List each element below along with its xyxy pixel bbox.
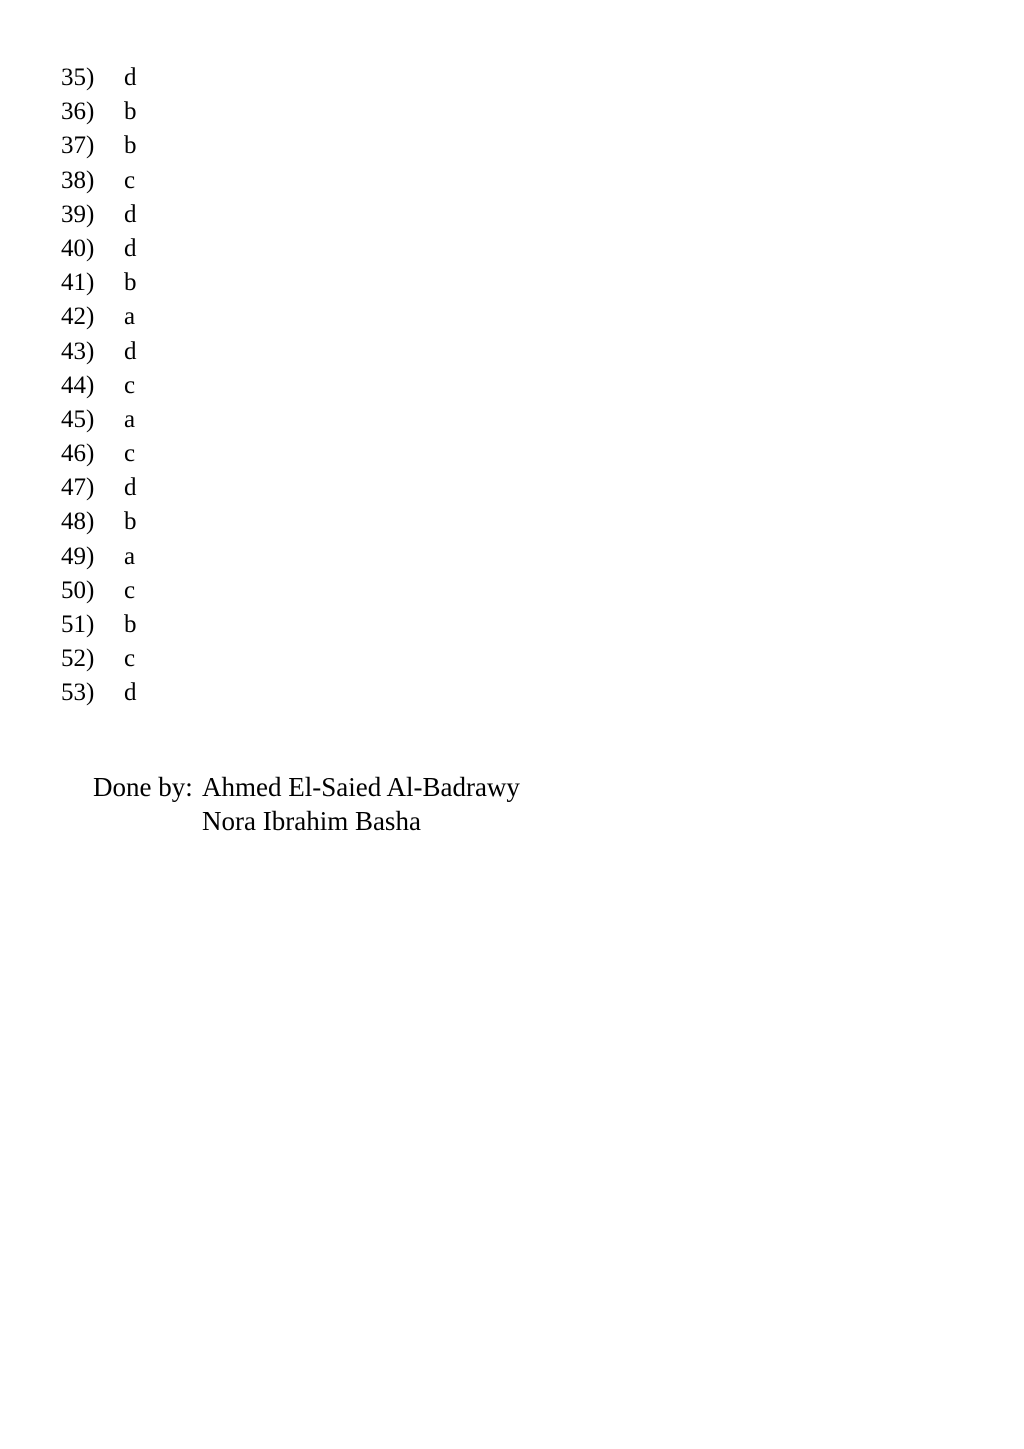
answer-row — [61, 129, 137, 163]
answer-letter: d — [124, 200, 137, 228]
answer-row — [61, 471, 137, 505]
answer-row — [61, 574, 137, 608]
credits-label: Done by: — [93, 772, 193, 802]
answer-letter: b — [124, 132, 137, 160]
question-number: 47) — [61, 474, 95, 502]
answer-letter: d — [124, 474, 137, 502]
question-number: 46) — [61, 440, 95, 468]
question-number: 38) — [61, 166, 95, 194]
answer-row — [61, 61, 137, 95]
answer-row — [61, 369, 137, 403]
answer-letter: c — [124, 166, 136, 194]
answer-letter: a — [124, 303, 136, 331]
answer-letter: b — [124, 611, 137, 638]
answer-letter: d — [124, 337, 137, 365]
answer-row — [61, 266, 137, 300]
answer-row — [61, 198, 137, 232]
answer-letter: c — [124, 371, 136, 399]
answer-row — [61, 300, 137, 334]
answer-letter: b — [124, 269, 137, 297]
credits-line — [93, 770, 520, 804]
answer-letter: b — [124, 508, 137, 536]
question-number: 50) — [61, 576, 95, 604]
answer-row — [61, 95, 137, 129]
answer-row — [61, 403, 137, 437]
answer-letter: a — [124, 405, 136, 433]
question-number: 45) — [61, 405, 95, 433]
answer-row — [61, 232, 137, 266]
question-number: 35) — [61, 64, 95, 91]
answer-letter: a — [124, 542, 136, 570]
answer-row — [61, 676, 137, 710]
author-name: Nora Ibrahim Basha — [202, 806, 421, 836]
question-number: 53) — [61, 679, 95, 707]
answer-letter: b — [124, 98, 137, 126]
answer-letter: c — [124, 576, 136, 604]
question-number: 37) — [61, 132, 95, 160]
question-number: 42) — [61, 303, 95, 331]
question-number: 51) — [61, 611, 95, 638]
answer-letter: c — [124, 440, 136, 468]
question-number: 44) — [61, 371, 95, 399]
answer-letter: c — [124, 645, 136, 673]
answer-row — [61, 505, 137, 539]
question-number: 40) — [61, 234, 95, 262]
credits-label-spacer — [93, 804, 202, 838]
question-number: 43) — [61, 337, 95, 365]
answer-row — [61, 540, 137, 574]
answer-letter: d — [124, 679, 137, 707]
question-number: 39) — [61, 200, 95, 228]
question-number: 52) — [61, 645, 95, 673]
question-number: 36) — [61, 98, 95, 126]
answer-letter: d — [124, 64, 137, 91]
answer-row — [61, 164, 137, 198]
question-number: 49) — [61, 542, 95, 570]
credits-line — [93, 804, 520, 838]
answer-letter: d — [124, 234, 137, 262]
answer-row — [61, 335, 137, 369]
answer-key-list — [61, 61, 137, 711]
answer-row — [61, 437, 137, 471]
credits-block — [93, 770, 520, 838]
author-name: Ahmed El-Saied Al-Badrawy — [202, 772, 520, 802]
answer-row — [61, 642, 137, 676]
question-number: 48) — [61, 508, 95, 536]
answer-row — [61, 608, 137, 642]
question-number: 41) — [61, 269, 95, 297]
